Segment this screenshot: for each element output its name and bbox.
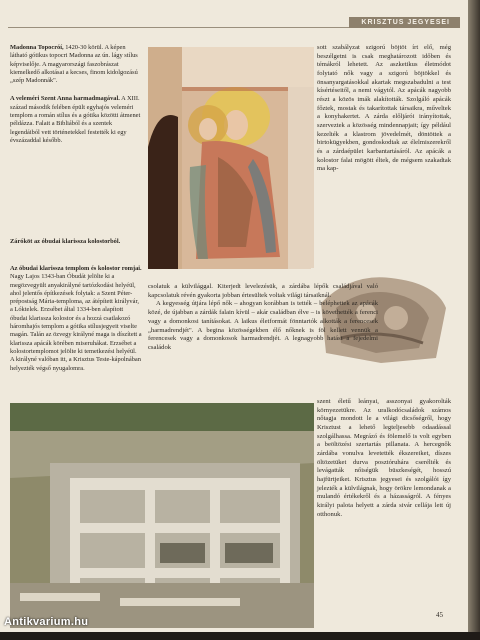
- caption-ruins: Az óbudai klarissza templom és kolostor romjai. Nagy Lajos 1343-ban Óbudát jelölte ki a megözvegyült anyakirályné tartózkodási helyéül, ahol jelentős építkezések folytak: a Szent Péter-prépostság Mária-temploma, az átépített királyvár, a Lóktelek. Erzsébet által 1334-ben alapított óbudai klarissza kolostor és a hozzá csatlakozó háromhajós templom a gótika stílusjegyeit viselte magán. Talán az özvegy királyné maga is díszített a klarissza apácák körében miseruhákat. Erzsébet a kolostortemplomot jelölte ki temetkezési helyéül. A királyné valóban itt, a Krisztus Teste-kápolnában helyezték végső nyugalomra.: [10, 265, 142, 372]
- right-column-top: sott szabályzat szigorú böjtöt írt elő, még beszélgetni is csak meghatározott időben és témákról lehetett. Az aszketikus életmódot folytató nők vagy a szigorú böjtökkel és önsanyargatásokkal akartak megszabadulni a test kísértéseitől, a nemi vágytól. Az apácák nagyobb részt a közös imák alakították. Szolgáló apácák főztek, mostak és takarítottak társaikra, műveltek a konyhakertet. A zárda előljárói irányítottak, szerveztek a közösség mindennapjait; így például kezelték a klastrom jövedelmét, döntöttek a birtokügyekben, gondoskodtak az élelmiszerekről és a zárdaépület karbantartásáról. Az apácák a kolostor falai mögött éltek, de mégsem szakadtak ma kap-: [317, 44, 451, 173]
- caption-szent-anna: A veleméri Szent Anna harmadmagával. A XIII. század második felében épült egyhajós veleméri templom a román stílus és a gótika közötti átmenet példázza. Falait a Bibliából és a szentek legendáiból vett történetekkel festették ki egy évszázaddal később.: [10, 95, 141, 144]
- book-spine: [468, 0, 480, 640]
- ruins-photo: [10, 403, 314, 628]
- watermark-logo: Antikvarium.hu: [4, 616, 89, 628]
- right-column-bottom: szent életű leányai, asszonyai gyakorolták környezetükre. Az uralkodócsaládok számos nőtagja mondott le a világi dicsőségről, hogy Krisztust a lehető legteljesebb odaadással szolgálhassa. Megrázó és fölemelő is volt egyben a beöltözési szertartás pillanata. A hercegnők zárdába vonulva levetették ékszereiket, díszes öltözetüket durva posztóruhára cserélték és levágatták nőiségük büszkeségét, hosszú hajfürtjeiket. Krisztus jegyesei és szolgálói így jelezték a külvilágnak, hogy örökre lemondanak a mulandó értékekről és a házasságról. A fényes királyi palota helyett a zárda sivár cellája lett új otthonuk.: [317, 398, 451, 518]
- bottom-edge: [0, 632, 480, 640]
- caption-madonna: Madonna Topocróí, 1420-30 körül. A képen látható gótikus topocri Madonna az ún. lágy stílus képviselője. A magyarországi faszobrászat kiemelkedő alkotásai a kecses, finom kidolgozású „szép Madonnák".: [10, 44, 138, 85]
- running-title: KRISZTUS JEGYESEI: [349, 17, 460, 28]
- caption-zarokő: Záróköt az óbudai klarissza kolostorból.: [10, 238, 121, 245]
- left-caption-column: [10, 44, 142, 152]
- page-number: 45: [436, 611, 443, 619]
- body-text-middle: csolatuk a külvilággal. Kiterjedt levelezésük, a zárdába lépők családjával való kapcsolatuk révén gyakorta jobban értesültek voltak világi társaiknál. A kegyesség útjára lépő nők – ahogyan korábban is tették – beléphettek az apácák közé, de újabban a zárdák falain kívül – akár családban élve – is követhették a ferenci vagy a domonkosi tanításokat. A laikus életformát fönntartók alkották a ferencesek „harmadrendjét". A begina közösségekben élő nőknek is föl kellett vennük a ferencesek vagy a domonkosok harmadrendjét. A legnagyobb hatást a fejedelmi családok: [148, 283, 378, 351]
- fresco-image: [148, 47, 314, 269]
